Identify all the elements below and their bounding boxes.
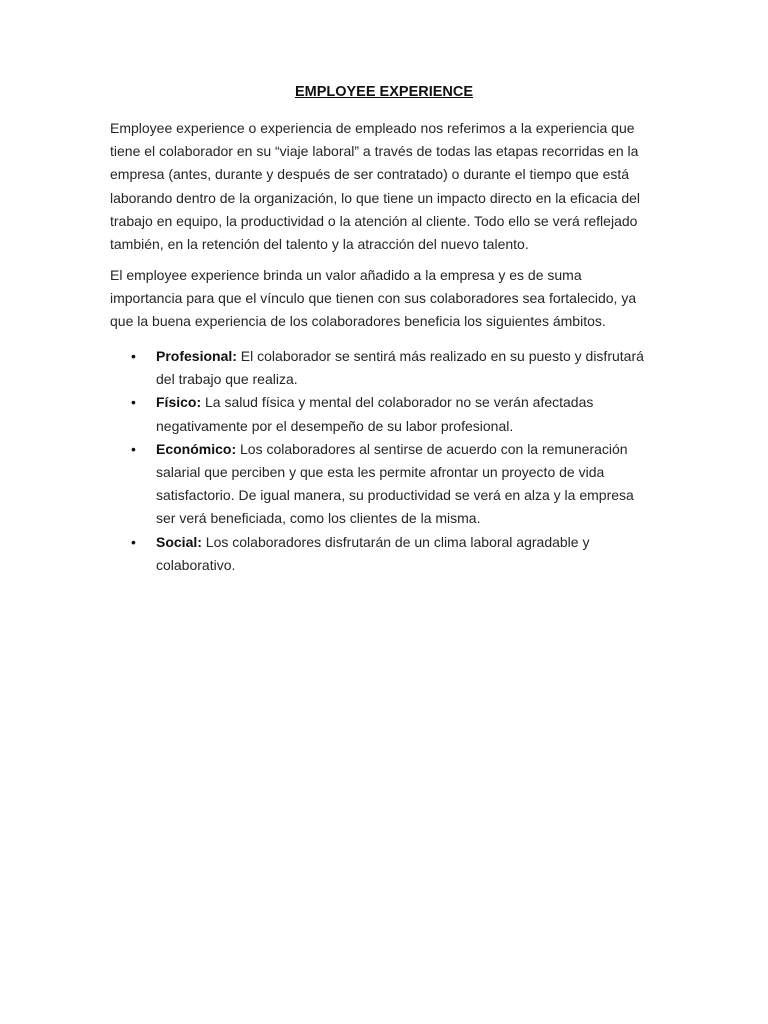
bullet-text: El colaborador se sentirá más realizado en su puesto y disfrutará del trabajo que realiza. — [156, 348, 644, 388]
bullet-term: Social: — [156, 533, 202, 550]
bullet-term: Económico: — [156, 440, 237, 457]
bullet-icon: • — [131, 348, 136, 364]
benefits-list — [110, 345, 655, 577]
bullet-text: Los colaboradores disfrutarán de un clima laboral agradable y colaborativo. — [156, 533, 590, 573]
paragraph-intro: Employee experience o experiencia de empleado nos referimos a la experiencia que tiene el colaborador en su “viaje laboral” a través de todas las etapas recorridas en la empresa (antes, durante y después de ser contratado) o durante el tiempo que está laborando dentro de la organización, lo que tiene un impacto directo en la eficacia del trabajo en equipo, la productividad o la atención al cliente. Todo ello se verá reflejado también, en la retención del talento y la atracción del nuevo talento. — [110, 120, 641, 253]
bullet-term: Profesional: — [156, 348, 237, 364]
paragraph-value: El employee experience brinda un valor añadido a la empresa y es de suma importancia para que el vínculo que tienen con sus colaboradores sea fortalecido, ya que la buena experiencia de los colaboradores beneficia los siguientes ámbitos. — [110, 267, 637, 330]
list-item-profesional — [110, 345, 655, 391]
document-title: EMPLOYEE EXPERIENCE — [294, 84, 474, 100]
bullet-text: Los colaboradores al sentirse de acuerdo con la remuneración salarial que perciben y que esta les permite afrontar un proyecto de vida satisfactorio. De igual manera, su productividad se verá en alza y la empresa ser verá beneficiada, como los clientes de la misma. — [156, 440, 634, 527]
bullet-icon: • — [131, 533, 136, 550]
list-item-social — [110, 531, 655, 577]
list-item-economico — [110, 438, 655, 531]
bullet-term: Físico: — [156, 394, 202, 411]
list-item-fisico — [110, 391, 655, 437]
bullet-icon: • — [131, 440, 136, 457]
bullet-text: La salud física y mental del colaborador no se verán afectadas negativamente por el desempeño de su labor profesional. — [156, 394, 594, 434]
bullet-icon: • — [131, 394, 136, 411]
